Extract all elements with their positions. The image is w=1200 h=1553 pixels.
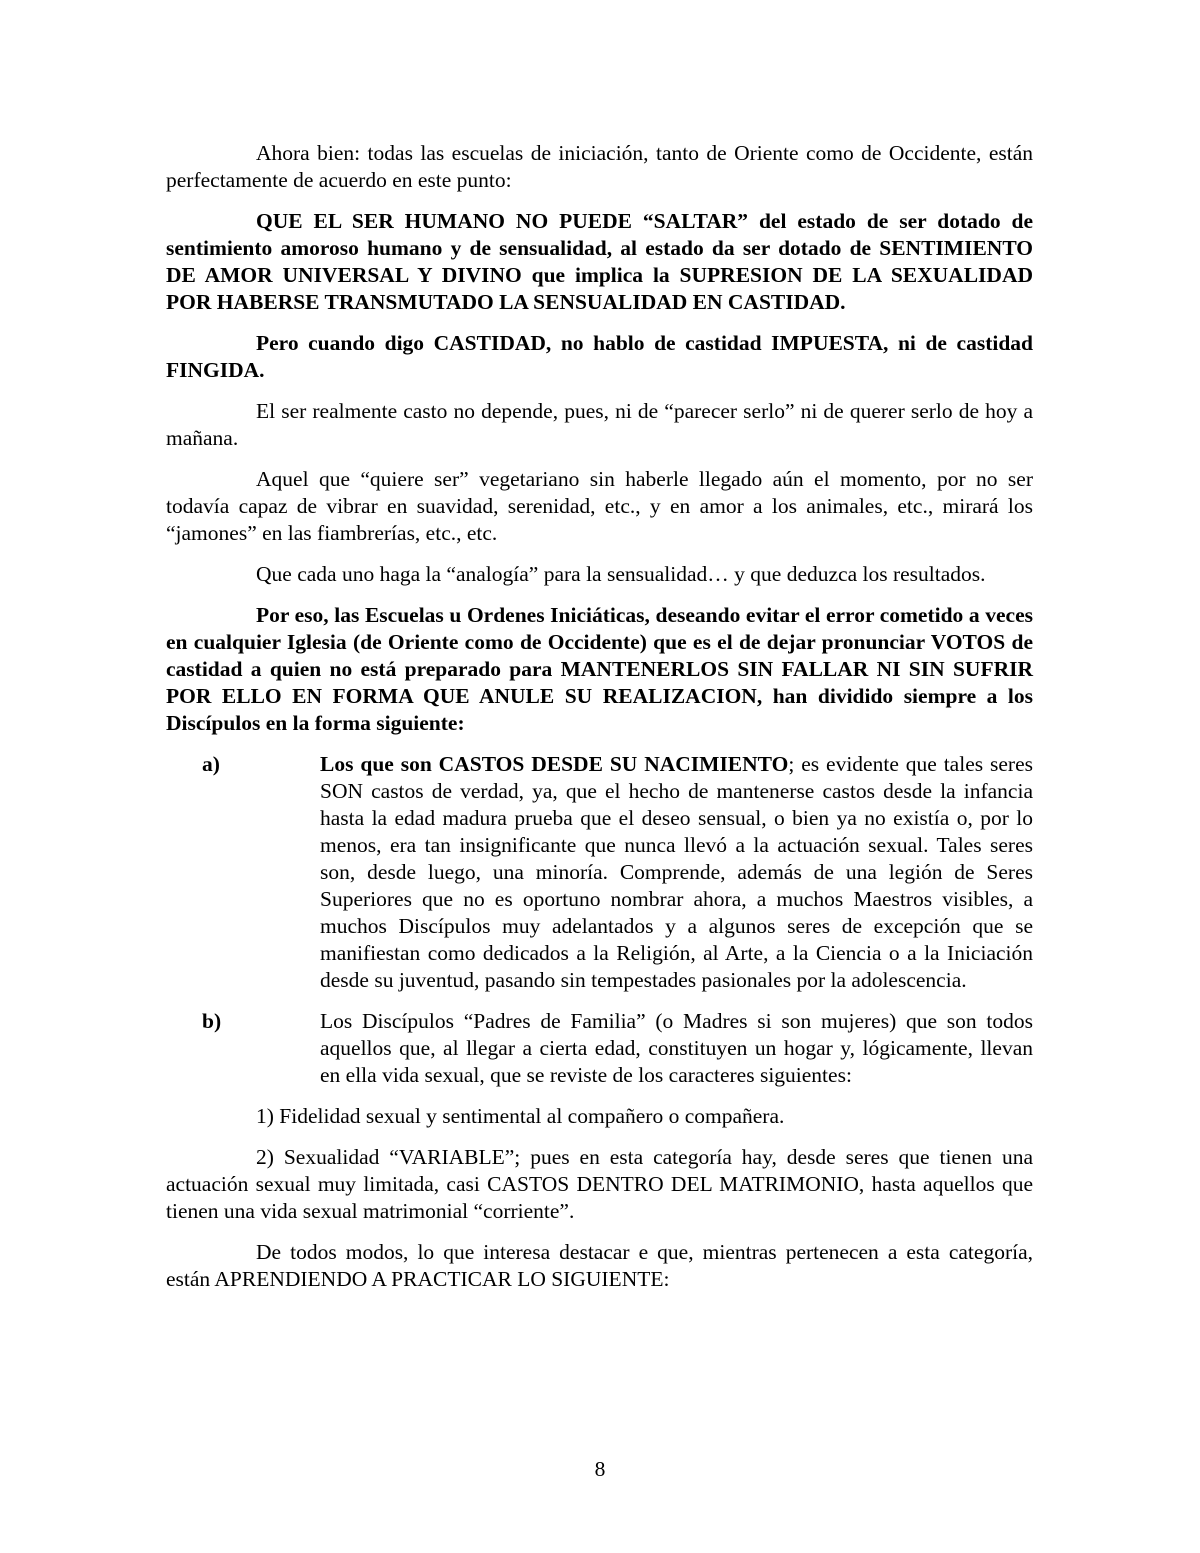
paragraph-2-bold-statement: QUE EL SER HUMANO NO PUEDE “SALTAR” del estado de ser dotado de sentimiento amoroso humano y de sensualidad, al estado da ser dotado de SENTIMIENTO DE AMOR UNIVERSAL Y DIVINO que implica la SUPRESION DE LA SEXUALIDAD POR HABERSE TRANSMUTADO LA SENSUALIDAD EN CASTIDAD. — [166, 209, 1033, 314]
document-page — [166, 140, 1033, 1307]
paragraph-7-bold: Por eso, las Escuelas u Ordenes Iniciáticas, deseando evitar el error cometido a veces en cualquier Iglesia (de Oriente como de Occidente) que es el de dejar pronunciar VOTOS de castidad a quien no está preparado para MANTENERLOS SIN FALLAR NI SIN SUFRIR POR ELLO EN FORMA QUE ANULE SU REALIZACION, han dividido siempre a los Discípulos en la forma siguiente: — [166, 603, 1033, 735]
list-item-a-label: a) — [202, 752, 220, 776]
paragraph-5: Aquel que “quiere ser” vegetariano sin haberle llegado aún el momento, por no ser todavía capaz de vibrar en suavidad, serenidad, etc., y en amor a los animales, etc., mirará los “jamones” en las fiambrerías, etc., etc. — [166, 467, 1033, 545]
numbered-point-1: 1) Fidelidad sexual y sentimental al compañero o compañera. — [256, 1104, 785, 1128]
list-item-a-text: ; es evidente que tales seres SON castos de verdad, ya, que el hecho de mantenerse castos desde la infancia hasta la edad madura prueba que el deseo sensual, o bien ya no existía o, por lo menos, era tan insignificante que nunca llevó a la actuación sexual. Tales seres son, desde luego, una minoría. Comprende, además de una legión de Seres Superiores que no es oportuno nombrar ahora, a muchos Maestros visibles, a muchos Discípulos muy adelantados y a algunos seres de excepción que se manifiestan como dedicados a la Religión, al Arte, a la Ciencia o a la Iniciación desde su juventud, pasando sin tempestades pasionales por la adolescencia. — [320, 752, 1033, 992]
paragraph-1: Ahora bien: todas las escuelas de iniciación, tanto de Oriente como de Occidente, están perfectamente de acuerdo en este punto: — [166, 141, 1033, 192]
list-item-b-body: Los Discípulos “Padres de Familia” (o Madres si son mujeres) que son todos aquellos que, al llegar a cierta edad, constituyen un hogar y, lógicamente, llevan en ella vida sexual, que se reviste de los caracteres siguientes: — [320, 1009, 1033, 1087]
list-item-b — [166, 1008, 1033, 1089]
paragraph-6: Que cada uno haga la “analogía” para la sensualidad… y que deduzca los resultados. — [256, 562, 986, 586]
closing-paragraph: De todos modos, lo que interesa destacar e que, mientras pertenecen a esta categoría, están APRENDIENDO A PRACTICAR LO SIGUIENTE: — [166, 1240, 1033, 1291]
numbered-point-2: 2) Sexualidad “VARIABLE”; pues en esta categoría hay, desde seres que tienen una actuación sexual muy limitada, casi CASTOS DENTRO DEL MATRIMONIO, hasta aquellos que tienen una vida sexual matrimonial “corriente”. — [166, 1145, 1033, 1223]
page-number: 8 — [594, 1457, 606, 1481]
list-item-a — [166, 751, 1033, 994]
list-item-a-body — [320, 751, 1033, 994]
paragraph-4: El ser realmente casto no depende, pues, ni de “parecer serlo” ni de querer serlo de hoy a mañana. — [166, 399, 1033, 450]
list-item-b-label: b) — [202, 1009, 222, 1033]
list-item-a-bold-lead: Los que son CASTOS DESDE SU NACIMIENTO — [320, 752, 789, 776]
paragraph-3-bold: Pero cuando digo CASTIDAD, no hablo de castidad IMPUESTA, ni de castidad FINGIDA. — [166, 331, 1033, 382]
